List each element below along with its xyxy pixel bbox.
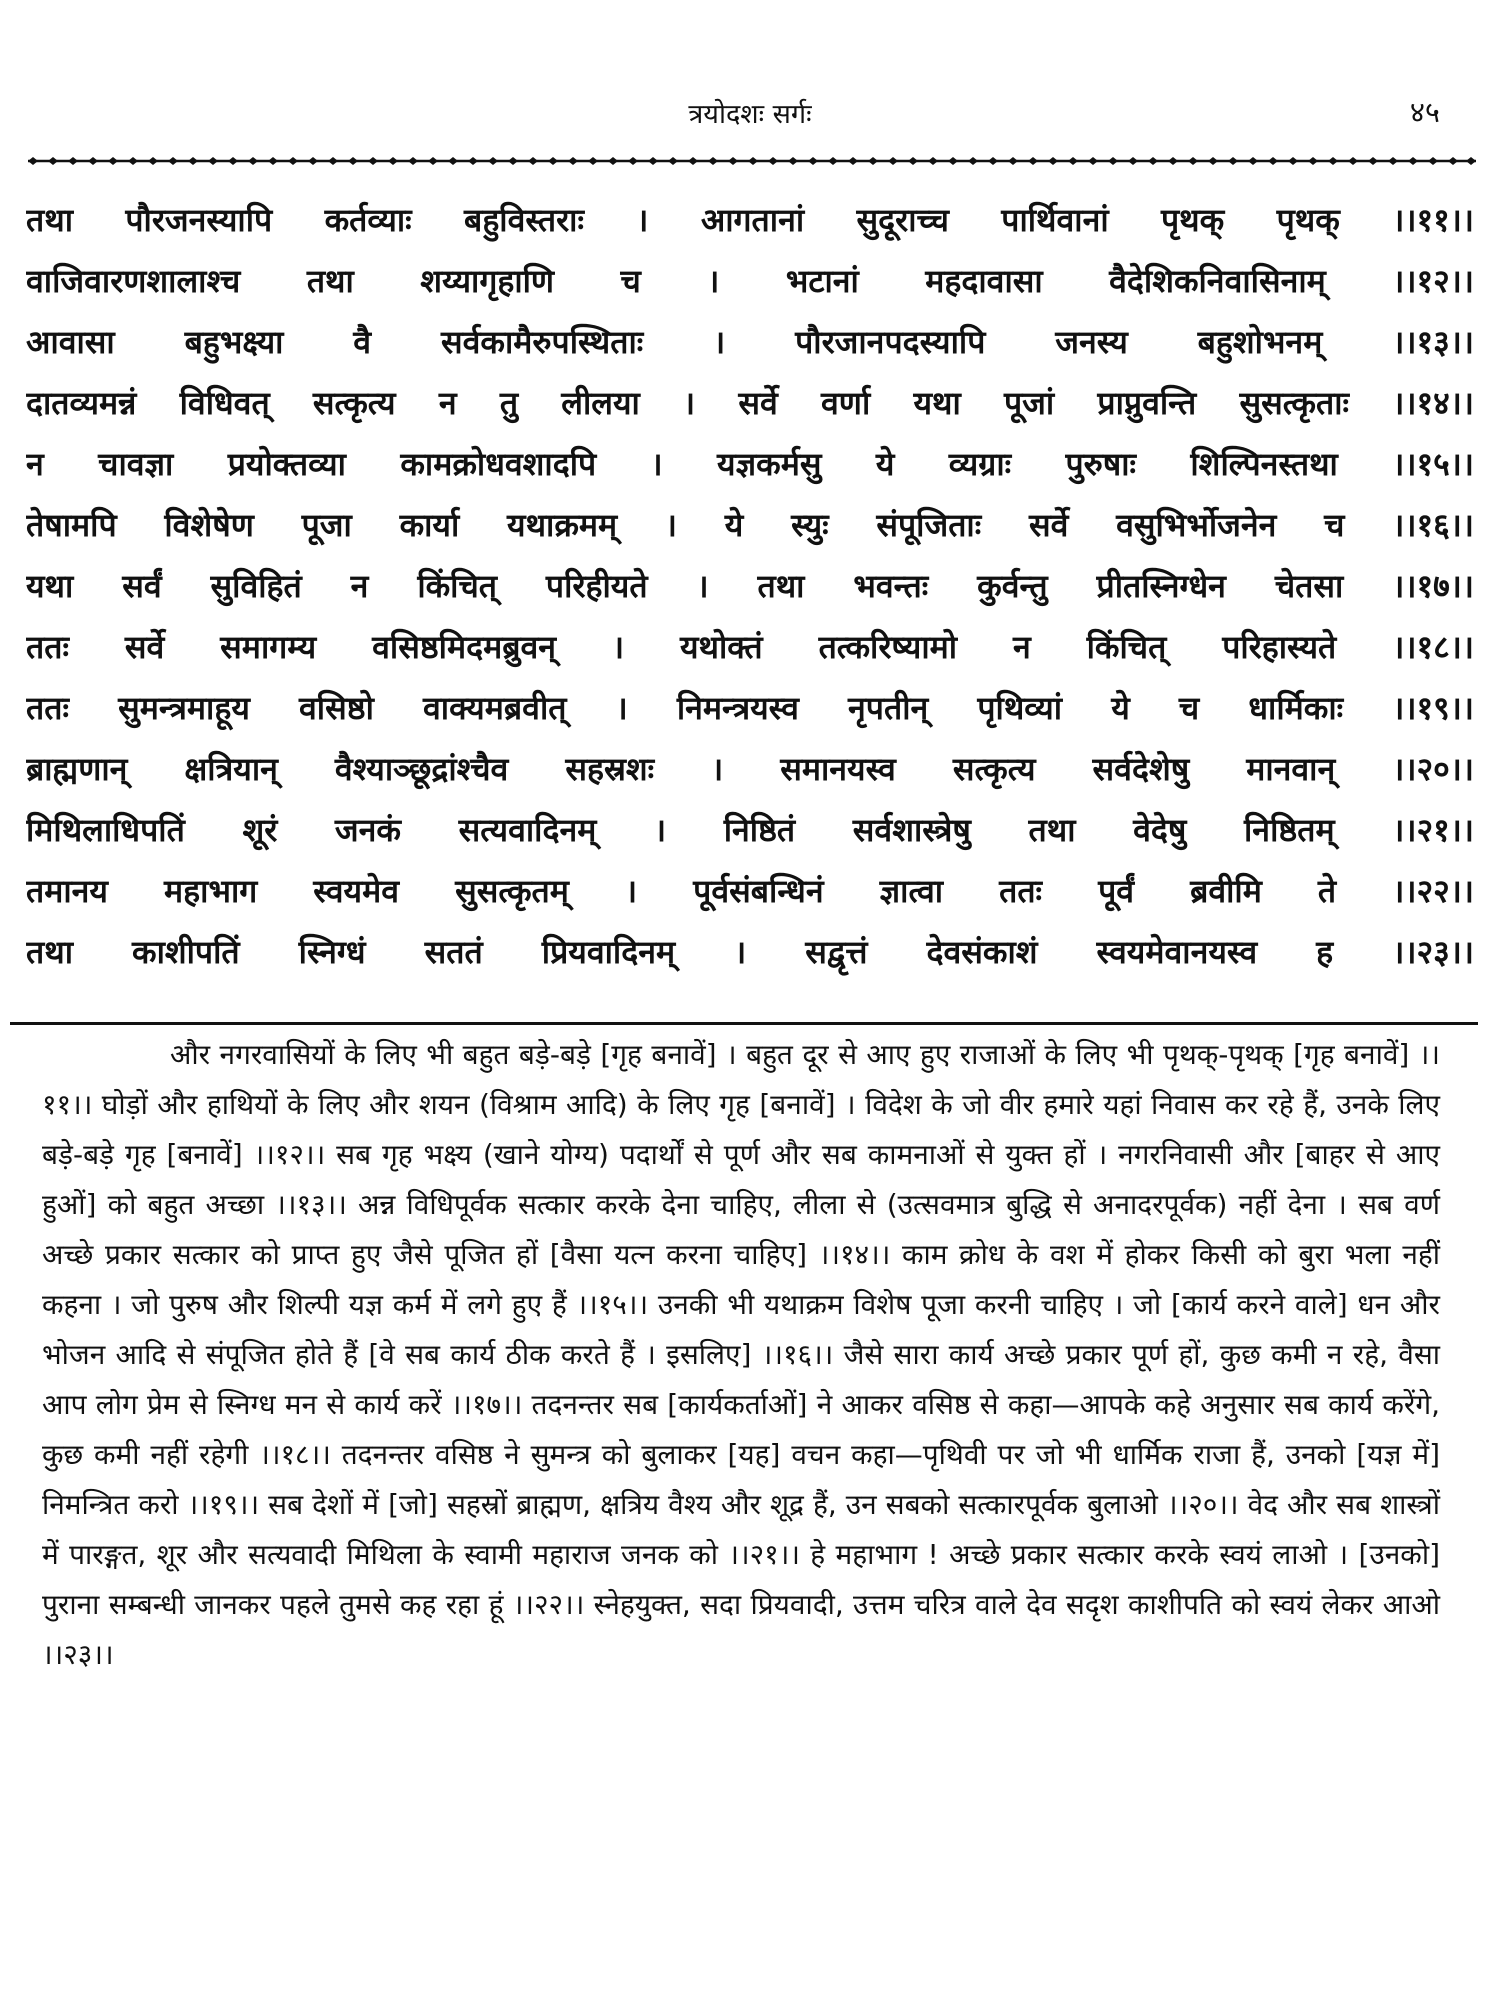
verse-line: न चावज्ञा प्रयोक्तव्या कामक्रोधवशादपि । यज्ञकर्मसु ये व्यग्राः पुरुषाः शिल्पिनस्तथा ।।१५।। [26,445,1474,483]
ornamental-rule [28,155,1476,167]
verse-line: यथा सर्वं सुविहितं न किंचित् परिहीयते । तथा भवन्तः कुर्वन्तु प्रीतस्निग्धेन चेतसा ।।१७।। [26,567,1474,605]
verse-line: ततः सुमन्त्रमाहूय वसिष्ठो वाक्यमब्रवीत् । निमन्त्रयस्व नृपतीन् पृथिव्यां ये च धार्मिकाः ।।१९।। [26,689,1474,727]
verse-line: तथा पौरजनस्यापि कर्तव्याः बहुविस्तराः । आगतानां सुदूराच्च पार्थिवानां पृथक् पृथक् ।।११।। [26,201,1474,239]
verse-line: ततः सर्वे समागम्य वसिष्ठमिदमब्रुवन् । यथोक्तं तत्करिष्यामो न किंचित् परिहास्यते ।।१८।। [26,628,1474,666]
chapter-heading: त्रयोदशः सर्गः [688,99,812,130]
page-header [0,90,1500,140]
verse-line: मिथिलाधिपतिं शूरं जनकं सत्यवादिनम् । निष्ठितं सर्वशास्त्रेषु तथा वेदेषु निष्ठितम् ।।२१।। [26,811,1474,849]
verse-line: तथा काशीपतिं स्निग्धं सततं प्रियवादिनम् । सद्वृत्तं देवसंकाशं स्वयमेवानयस्व ह ।।२३।। [26,933,1474,971]
sanskrit-verses [26,190,1474,983]
section-divider [10,1022,1478,1025]
verse-line: ब्राह्मणान् क्षत्रियान् वैश्याञ्छूद्रांश्चैव सहस्रशः । समानयस्व सत्कृत्य सर्वदेशेषु मानवान् ।।२०।। [26,750,1474,788]
verse-line: तमानय महाभाग स्वयमेव सुसत्कृतम् । पूर्वसंबन्धिनं ज्ञात्वा ततः पूर्वं ब्रवीमि ते ।।२२।। [26,872,1474,910]
verse-line: दातव्यमन्नं विधिवत् सत्कृत्य न तु लीलया । सर्वे वर्णा यथा पूजां प्राप्नुवन्ति सुसत्कृताः ।।१४।। [26,384,1474,422]
page-number: ४५ [1409,95,1440,129]
verse-line: वाजिवारणशालाश्च तथा शय्यागृहाणि च । भटानां महदावासा वैदेशिकनिवासिनाम् ।।१२।। [26,262,1474,300]
verse-line: आवासा बहुभक्ष्या वै सर्वकामैरुपस्थिताः । पौरजानपदस्यापि जनस्य बहुशोभनम् ।।१३।। [26,323,1474,361]
hindi-translation: और नगरवासियों के लिए भी बहुत बड़े-बड़े [गृह बनावें] । बहुत दूर से आए हुए राजाओं के लिए भी पृथक्-पृथक् [गृह बनावें] ।।११।। घोड़ों और हाथियों के लिए और शयन (विश्राम आदि) के लिए गृह [बनावें] । विदेश के जो वीर हमारे यहां निवास कर रहे हैं, उनके लिए बड़े-बड़े गृह [बनावें] ।।१२।। सब गृह भक्ष्य (खाने योग्य) पदार्थों से पूर्ण और सब कामनाओं से युक्त हों । नगरनिवासी और [बाहर से आए हुओं] को बहुत अच्छा ।।१३।। अन्न विधिपूर्वक सत्कार करके देना चाहिए, लीला से (उत्सवमात्र बुद्धि से अनादरपूर्वक) नहीं देना । सब वर्ण अच्छे प्रकार सत्कार को प्राप्त हुए जैसे पूजित हों [वैसा यत्न करना चाहिए] ।।१४।। काम क्रोध के वश में होकर किसी को बुरा भला नहीं कहना । जो पुरुष और शिल्पी यज्ञ कर्म में लगे हुए हैं ।।१५।। उनकी भी यथाक्रम विशेष पूजा करनी चाहिए । जो [कार्य करने वाले] धन और भोजन आदि से संपूजित होते हैं [वे सब कार्य ठीक करते हैं । इसलिए] ।।१६।। जैसे सारा कार्य अच्छे प्रकार पूर्ण हों, कुछ कमी न रहे, वैसा आप लोग प्रेम से स्निग्ध मन से कार्य करें ।।१७।। तदनन्तर सब [कार्यकर्ताओं] ने आकर वसिष्ठ से कहा—आपके कहे अनुसार सब कार्य करेंगे, कुछ कमी नहीं रहेगी ।।१८।। तदनन्तर वसिष्ठ ने सुमन्त्र को बुलाकर [यह] वचन कहा—पृथिवी पर जो भी धार्मिक राजा हैं, उनको [यज्ञ में] निमन्त्रित करो ।।१९।। सब देशों में [जो] सहस्रों ब्राह्मण, क्षत्रिय वैश्य और शूद्र हैं, उन सबको सत्कारपूर्वक बुलाओ ।।२०।। वेद और सब शास्त्रों में पारङ्गत, शूर और सत्यवादी मिथिला के स्वामी महाराज जनक को ।।२१।। हे महाभाग ! अच्छे प्रकार सत्कार करके स्वयं लाओ । [उनको] पुराना सम्बन्धी जानकर पहले तुमसे कह रहा हूं ।।२२।। स्नेहयुक्त, सदा प्रियवादी, उत्तम चरित्र वाले देव सदृश काशीपति को स्वयं लेकर आओ ।।२३।। [42,1038,1440,1671]
verse-line: तेषामपि विशेषेण पूजा कार्या यथाक्रमम् । ये स्युः संपूजिताः सर्वे वसुभिर्भोजनेन च ।।१६।। [26,506,1474,544]
